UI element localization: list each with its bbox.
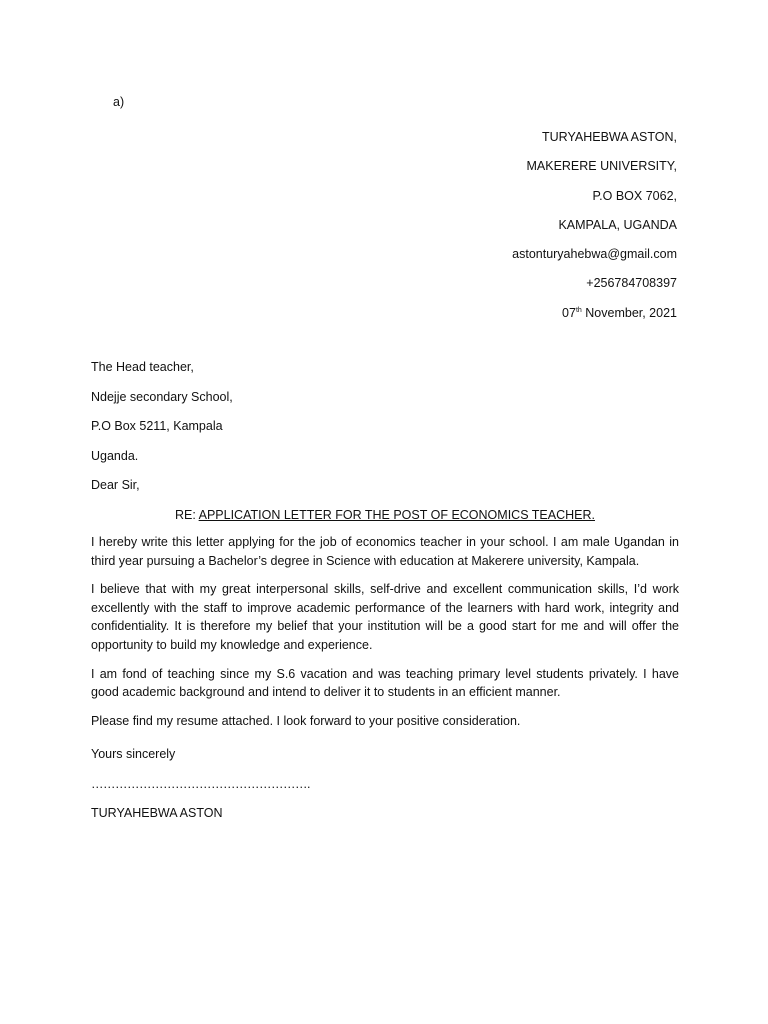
letter-body (91, 353, 679, 829)
recipient-address: P.O Box 5211, Kampala (91, 419, 223, 433)
question-marker: a) (113, 95, 125, 109)
paragraph-skills: I believe that with my great interpersonal skills, self-drive and excellent communication skills, I’d work excellently with the staff to improve academic performance of the learners with hard work, integrity and confidentiality. It is therefore my belief that your institution will be a good start for me and will offer the opportunity to build my knowledge and experience. (91, 582, 679, 652)
sender-email: astonturyahebwa@gmail.com (512, 247, 677, 262)
closing: Yours sincerely (91, 747, 176, 762)
paragraph-experience: I am fond of teaching since my S.6 vacation and was teaching primary level students privately. I have good academic background and intend to deliver it to students in an efficient manner. (91, 666, 679, 700)
date-suffix: th (575, 306, 582, 314)
date-day: 07 (562, 305, 576, 320)
sender-po-box: P.O BOX 7062, (592, 188, 677, 203)
sender-institution: MAKERERE UNIVERSITY, (526, 159, 677, 174)
signatory-name: TURYAHEBWA ASTON (91, 806, 223, 821)
recipient-country: Uganda. (91, 448, 139, 463)
recipient-block (91, 353, 679, 471)
sender-city: KAMPALA, UGANDA (558, 217, 677, 232)
salutation: Dear Sir, (91, 478, 140, 492)
recipient-title: The Head teacher, (91, 360, 194, 374)
recipient-school: Ndejje secondary School, (91, 389, 233, 404)
sender-address-block (512, 123, 677, 328)
date-rest: November, 2021 (581, 305, 677, 320)
sender-name: TURYAHEBWA ASTON, (542, 130, 677, 144)
re-prefix: RE: (175, 507, 199, 522)
subject-text: APPLICATION LETTER FOR THE POST OF ECONOMICS TEACHER. (198, 507, 595, 522)
paragraph-resume: Please find my resume attached. I look forward to your positive consideration. (91, 713, 521, 728)
signature-line: ………………………………………………. (91, 776, 310, 791)
sender-phone: +256784708397 (586, 276, 677, 291)
subject-line (91, 501, 679, 531)
letter-date (512, 299, 677, 328)
paragraph-intro: I hereby write this letter applying for the job of economics teacher in your school. I am male Ugandan in third year pursuing a Bachelor’s degree in Science with education at Makerere university, Kampala. (91, 535, 679, 568)
